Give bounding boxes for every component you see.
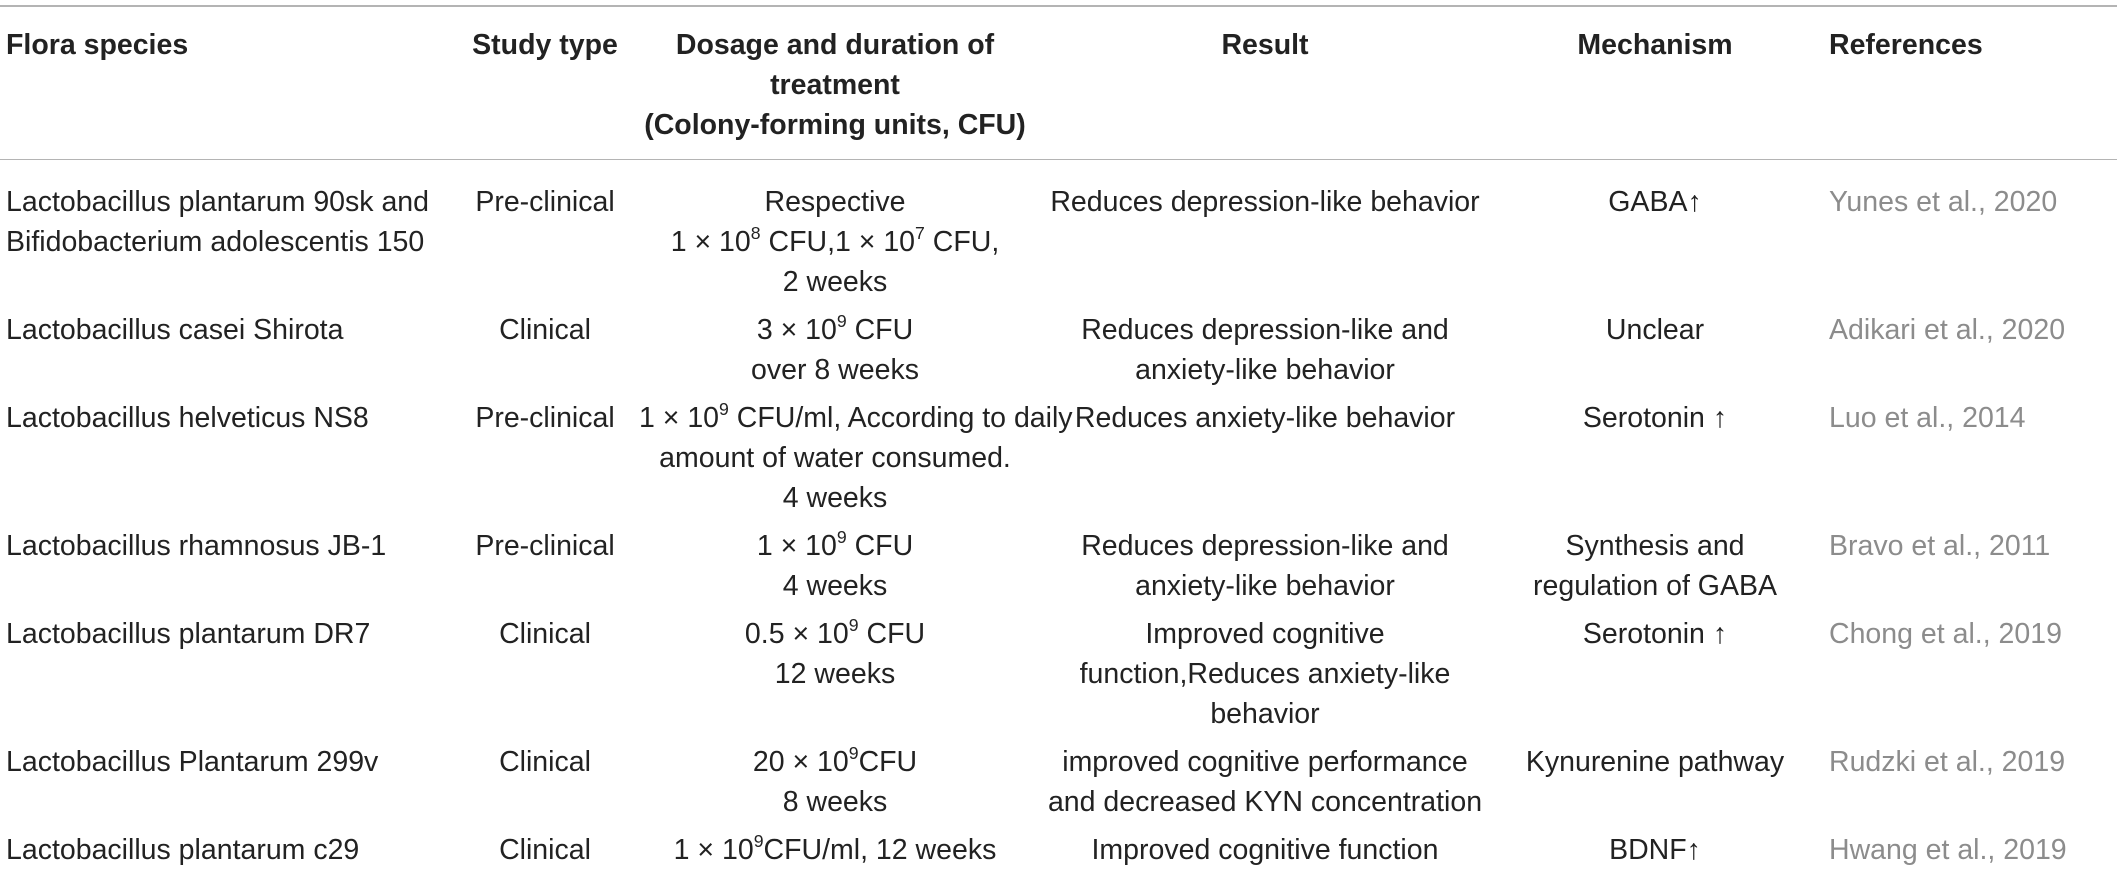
cell-dosage [635,830,1035,878]
cell-flora-species [0,398,455,526]
cell-reference: Rudzki et al., 2019 [1815,742,2117,830]
table-row [0,614,2117,742]
cell-dosage [635,742,1035,830]
flora-species-table [0,5,2117,878]
cell-study-type: Pre-clinical [455,526,635,614]
dosage-line: 8 weeks [639,782,1031,822]
dosage-line: $20 \times 10^9CFU$ [639,742,1031,782]
mechanism-line: regulation of GABA [1499,566,1811,606]
exponent: 9 [849,743,859,763]
mechanism-line: Serotonin ↑ [1499,398,1811,438]
cell-result [1035,526,1495,614]
dosage-line: 2 weeks [639,262,1031,302]
mechanism-line: GABA↑ [1499,182,1811,222]
table-body [0,160,2117,878]
cell-reference: Yunes et al., 2020 [1815,160,2117,311]
cell-mechanism [1495,398,1815,526]
cell-flora-species [0,160,455,311]
result-line: Improved cognitive function [1039,830,1491,870]
cell-flora-species [0,310,455,398]
result-line: behavior [1039,694,1491,734]
dosage-line: 4 weeks [639,566,1031,606]
header-dosage [635,6,1035,160]
header-row [0,6,2117,160]
exponent: 9 [754,831,764,851]
header-dosage-line-2: treatment [639,65,1031,105]
header-dosage-line-3: (Colony-forming units, CFU) [639,105,1031,145]
table-row [0,830,2117,878]
species-line: Lactobacillus Plantarum 299v [6,742,451,782]
cell-reference: Chong et al., 2019 [1815,614,2117,742]
exponent: 9 [837,311,847,331]
exponent: 8 [751,223,761,243]
result-line: improved cognitive performance [1039,742,1491,782]
dosage-line: $0.5 \times 10^9$ CFU [639,614,1031,654]
cell-study-type: Clinical [455,310,635,398]
mechanism-line: Synthesis and [1499,526,1811,566]
table-header [0,6,2117,160]
dosage-line: $1 \times 10^8$ $CFU,1 \times 10^7$ CFU, [639,222,1031,262]
dosage-line: $3 \times 10^9$ CFU [639,310,1031,350]
mechanism-line: Unclear [1499,310,1811,350]
result-line: function,Reduces anxiety-like [1039,654,1491,694]
cell-study-type: Clinical [455,830,635,878]
cell-result [1035,742,1495,830]
exponent: 7 [915,223,925,243]
cell-mechanism [1495,526,1815,614]
header-result: Result [1035,6,1495,160]
result-line: Improved cognitive [1039,614,1491,654]
cell-reference: Luo et al., 2014 [1815,398,2117,526]
dosage-line: $1 \times 10^9$ CFU/ml, According to daily [639,398,1031,438]
mechanism-line: BDNF↑ [1499,830,1811,870]
exponent: 9 [719,399,729,419]
cell-flora-species [0,830,455,878]
cell-flora-species [0,526,455,614]
species-line: Lactobacillus casei Shirota [6,310,451,350]
result-line: Reduces depression-like behavior [1039,182,1491,222]
species-line: Lactobacillus rhamnosus JB-1 [6,526,451,566]
header-flora-species: Flora species [0,6,455,160]
exponent: 9 [837,527,847,547]
cell-result [1035,398,1495,526]
cell-reference: Adikari et al., 2020 [1815,310,2117,398]
mechanism-line: Serotonin ↑ [1499,614,1811,654]
table-row [0,526,2117,614]
dosage-line: 12 weeks [639,654,1031,694]
cell-result [1035,160,1495,311]
dosage-line: $1 \times 10^9CFU/ml$, 12 weeks [639,830,1031,870]
result-line: Reduces depression-like and [1039,310,1491,350]
cell-dosage [635,310,1035,398]
header-references: References [1815,6,2117,160]
cell-flora-species [0,614,455,742]
dosage-line: $1 \times 10^9$ CFU [639,526,1031,566]
cell-mechanism [1495,160,1815,311]
result-line: Reduces depression-like and [1039,526,1491,566]
cell-result [1035,614,1495,742]
result-line: anxiety-like behavior [1039,350,1491,390]
cell-study-type: Pre-clinical [455,398,635,526]
dosage-line: Respective [639,182,1031,222]
result-line: and decreased KYN concentration [1039,782,1491,822]
result-line: Reduces anxiety-like behavior [1039,398,1491,438]
cell-reference: Bravo et al., 2011 [1815,526,2117,614]
dosage-line: amount of water consumed. [639,438,1031,478]
cell-study-type: Clinical [455,742,635,830]
cell-mechanism [1495,614,1815,742]
dosage-line: over 8 weeks [639,350,1031,390]
header-mechanism: Mechanism [1495,6,1815,160]
header-dosage-line-1: Dosage and duration of [639,25,1031,65]
cell-dosage [635,398,1035,526]
cell-study-type: Clinical [455,614,635,742]
cell-study-type: Pre-clinical [455,160,635,311]
cell-dosage [635,614,1035,742]
species-line: Bifidobacterium adolescentis 150 [6,222,451,262]
dosage-line: 4 weeks [639,478,1031,518]
table-row [0,310,2117,398]
cell-reference: Hwang et al., 2019 [1815,830,2117,878]
table-row [0,398,2117,526]
cell-result [1035,830,1495,878]
exponent: 9 [849,615,859,635]
table-row [0,742,2117,830]
cell-flora-species [0,742,455,830]
cell-result [1035,310,1495,398]
cell-mechanism [1495,830,1815,878]
species-line: Lactobacillus helveticus NS8 [6,398,451,438]
cell-mechanism [1495,310,1815,398]
table-row [0,160,2117,311]
cell-mechanism [1495,742,1815,830]
cell-dosage [635,160,1035,311]
species-line: Lactobacillus plantarum DR7 [6,614,451,654]
result-line: anxiety-like behavior [1039,566,1491,606]
mechanism-line: Kynurenine pathway [1499,742,1811,782]
header-study-type: Study type [455,6,635,160]
cell-dosage [635,526,1035,614]
species-line: Lactobacillus plantarum 90sk and [6,182,451,222]
species-line: Lactobacillus plantarum c29 [6,830,451,870]
